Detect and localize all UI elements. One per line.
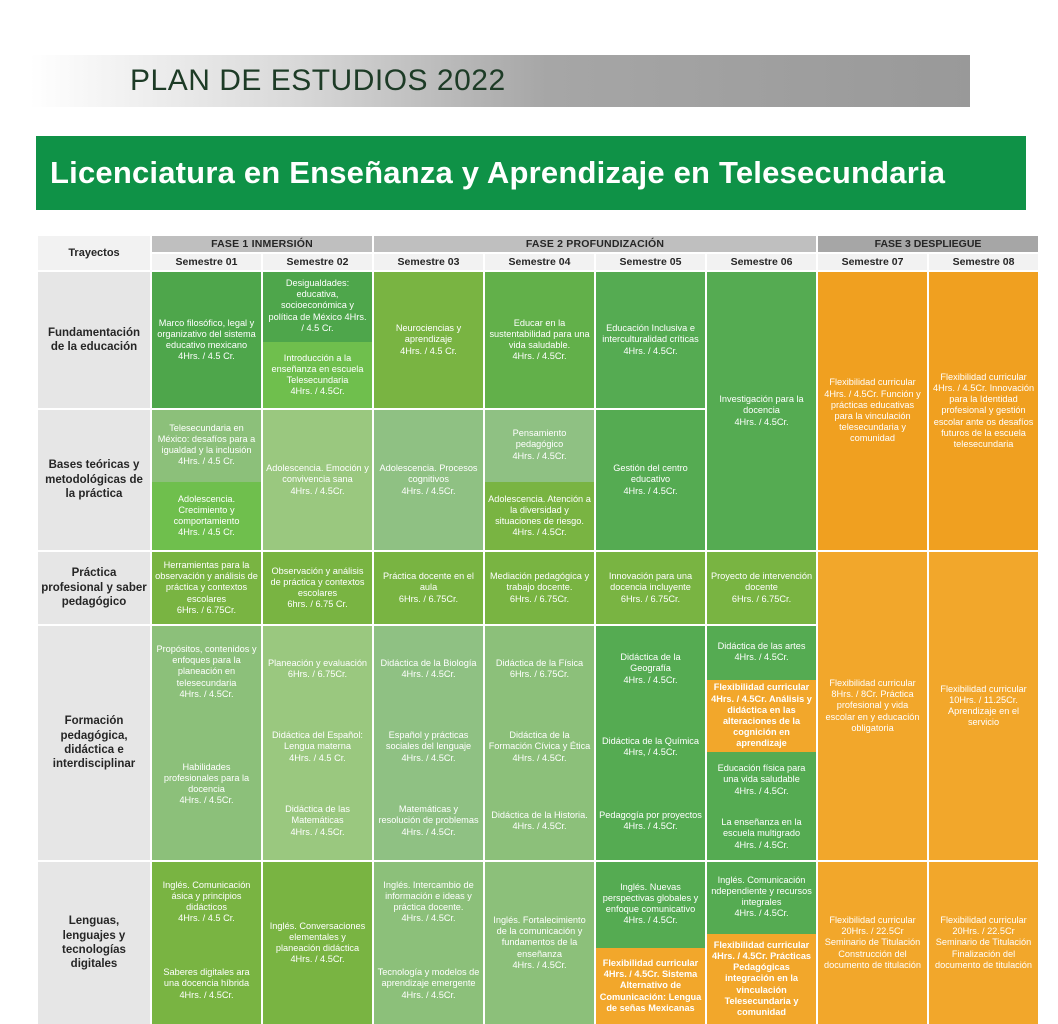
course-cell[interactable]: Introducción a la enseñanza en escuela Telesecundaria 4Hrs. / 4.5Cr. xyxy=(263,342,372,408)
semester-01-header: Semestre 01 xyxy=(152,254,261,270)
course-cell-group xyxy=(596,626,705,860)
course-cell-group xyxy=(374,862,483,1024)
semester-07-header: Semestre 07 xyxy=(818,254,927,270)
corner-label: Trayectos xyxy=(38,236,150,270)
course-cell[interactable]: Didáctica de la Física 6Hrs. / 6.75Cr. xyxy=(485,629,594,709)
course-cell[interactable]: Flexibilidad curricular 4Hrs. / 4.5Cr. Sistema Alternativo de Comunicación: Lengua de señas Mexicanas xyxy=(596,948,705,1024)
course-cell[interactable]: Observación y análisis de práctica y contextos escolares 6hrs. / 6.75 Cr. xyxy=(263,552,372,624)
course-cell[interactable]: Inglés. Comunicación ásica y principios didácticos 4Hrs. / 4.5 Cr. xyxy=(152,862,261,942)
course-cell-group xyxy=(152,410,261,550)
course-cell[interactable]: La enseñanza en la escuela multigrado 4Hrs. / 4.5Cr. xyxy=(707,808,816,860)
course-cell[interactable]: Pensamiento pedagógico 4Hrs. / 4.5Cr. xyxy=(485,410,594,480)
course-cell[interactable]: Matemáticas y resolución de problemas 4Hrs. / 4.5Cr. xyxy=(374,785,483,857)
phase-1-header: FASE 1 INMERSIÓN xyxy=(152,236,372,252)
course-cell-group xyxy=(485,626,594,860)
course-cell[interactable]: Educación Inclusiva e interculturalidad críticas 4Hrs. / 4.5Cr. xyxy=(596,272,705,408)
phase-2-header: FASE 2 PROFUNDIZACIÓN xyxy=(374,236,816,252)
row-label-fundamentacion: Fundamentación de la educación xyxy=(38,272,150,408)
semester-03-header: Semestre 03 xyxy=(374,254,483,270)
trayecto-row-practica-profesional xyxy=(38,552,1038,624)
course-cell[interactable]: Didáctica de la Química 4Hrs, / 4.5Cr. xyxy=(596,711,705,783)
course-cell[interactable]: Habilidades profesionales para la docencia 4Hrs. / 4.5Cr. xyxy=(152,714,261,854)
course-cell-group xyxy=(263,272,372,408)
course-cell-group xyxy=(152,862,261,1024)
course-cell-group xyxy=(152,626,261,860)
course-cell[interactable]: Investigación para la docencia 4Hrs. / 4.5Cr. xyxy=(707,272,816,550)
course-cell[interactable]: Marco filosófico, legal y organizativo del sistema educativo mexicano 4Hrs. / 4.5 Cr. xyxy=(152,272,261,408)
course-cell[interactable]: Inglés. Nuevas perspectivas globales y enfoque comunicativo 4Hrs. / 4.5Cr. xyxy=(596,862,705,946)
course-cell-group xyxy=(374,626,483,860)
course-cell[interactable]: Adolescencia. Atención a la diversidad y situaciones de riesgo. 4Hrs. / 4.5Cr. xyxy=(485,482,594,550)
semester-02-header: Semestre 02 xyxy=(263,254,372,270)
trayecto-row-fundamentacion xyxy=(38,272,1038,408)
course-cell[interactable]: Neurociencias y aprendizaje 4Hrs. / 4.5 Cr. xyxy=(374,272,483,408)
course-cell[interactable]: Tecnología y modelos de aprendizaje emergente 4Hrs. / 4.5Cr. xyxy=(374,944,483,1024)
semester-header-row xyxy=(38,254,1038,270)
course-cell[interactable]: Flexibilidad curricular 4Hrs. / 4.5Cr. Innovación para la Identidad profesional y gestión escolar ante os desafíos futuros de la escuela telesecundaria xyxy=(929,272,1038,550)
semester-04-header: Semestre 04 xyxy=(485,254,594,270)
course-cell-group xyxy=(707,862,816,1024)
course-cell[interactable]: Desigualdades: educativa, socioeconómica y política de México 4Hrs. / 4.5 Cr. xyxy=(263,272,372,340)
plan-title-banner xyxy=(30,55,970,107)
row-label-practica-profesional: Práctica profesional y saber pedagógico xyxy=(38,552,150,624)
course-cell[interactable]: Didáctica de la Biología 4Hrs. / 4.5Cr. xyxy=(374,629,483,709)
trayecto-row-lenguas xyxy=(38,862,1038,1024)
course-cell[interactable]: Mediación pedagógica y trabajo docente. 6Hrs. / 6.75Cr. xyxy=(485,552,594,624)
course-cell[interactable]: Adolescencia. Crecimiento y comportamiento 4Hrs. / 4.5 Cr. xyxy=(152,482,261,550)
course-cell[interactable]: Didáctica de las artes 4Hrs. / 4.5Cr. xyxy=(707,626,816,678)
course-cell[interactable]: Gestión del centro educativo 4Hrs. / 4.5Cr. xyxy=(596,410,705,550)
course-cell[interactable]: Saberes digitales ara una docencia híbrida 4Hrs. / 4.5Cr. xyxy=(152,944,261,1024)
course-cell[interactable]: Flexibilidad curricular 20Hrs. / 22.5Cr Seminario de Titulación Construcción del documento de titulación xyxy=(818,862,927,1024)
course-cell[interactable]: Didáctica de la Historia. 4Hrs. / 4.5Cr. xyxy=(485,785,594,857)
course-cell[interactable]: Pedagogía por proyectos 4Hrs. / 4.5Cr. xyxy=(596,785,705,857)
course-cell[interactable]: Proyecto de intervención docente 6Hrs. / 6.75Cr. xyxy=(707,552,816,624)
course-cell[interactable]: Práctica docente en el aula 6Hrs. / 6.75Cr. xyxy=(374,552,483,624)
course-cell[interactable]: Herramientas para la observación y análisis de práctica y contextos escolares 6Hrs. / 6.75Cr. xyxy=(152,552,261,624)
course-cell[interactable]: Inglés. Comunicación ndependiente y recursos integrales 4Hrs. / 4.5Cr. xyxy=(707,862,816,932)
course-cell[interactable]: Adolescencia. Emoción y convivencia sana 4Hrs. / 4.5Cr. xyxy=(263,410,372,550)
course-cell[interactable]: Planeación y evaluación 6Hrs. / 6.75Cr. xyxy=(263,629,372,709)
course-cell[interactable]: Educar en la sustentabilidad para una vida saludable. 4Hrs. / 4.5Cr. xyxy=(485,272,594,408)
course-cell[interactable]: Didáctica de la Geografía 4Hrs. / 4.5Cr. xyxy=(596,629,705,709)
row-label-formacion-pedagogica: Formación pedagógica, didáctica e interdisciplinar xyxy=(38,626,150,860)
course-cell-group xyxy=(263,626,372,860)
course-cell[interactable]: Educación física para una vida saludable 4Hrs. / 4.5Cr. xyxy=(707,754,816,806)
course-cell[interactable]: Telesecundaria en México: desafíos para a igualdad y la inclusión 4Hrs. / 4.5 Cr. xyxy=(152,410,261,480)
course-cell[interactable]: Didáctica del Español: Lengua materna 4Hrs. / 4.5 Cr. xyxy=(263,711,372,783)
course-cell[interactable]: Flexibilidad curricular 4Hrs. / 4.5Cr. Prácticas Pedagógicas integración en la vinculación Telesecundaria y comunidad xyxy=(707,934,816,1024)
course-cell-group xyxy=(707,626,816,860)
course-cell[interactable]: Innovación para una docencia incluyente 6Hrs. / 6.75Cr. xyxy=(596,552,705,624)
phase-header-row xyxy=(38,236,1038,252)
course-cell[interactable]: Inglés. Fortalecimiento de la comunicación y fundamentos de la enseñanza 4Hrs. / 4.5Cr. xyxy=(485,862,594,1024)
program-title: Licenciatura en Enseñanza y Aprendizaje en Telesecundaria xyxy=(50,155,946,190)
plan-title: PLAN DE ESTUDIOS 2022 xyxy=(130,64,506,97)
semester-05-header: Semestre 05 xyxy=(596,254,705,270)
course-cell[interactable]: Flexibilidad curricular 10Hrs. / 11.25Cr. Aprendizaje en el servicio xyxy=(929,552,1038,860)
semester-08-header: Semestre 08 xyxy=(929,254,1038,270)
phase-3-header: FASE 3 DESPLIEGUE xyxy=(818,236,1038,252)
semester-06-header: Semestre 06 xyxy=(707,254,816,270)
course-cell-group xyxy=(485,410,594,550)
course-cell[interactable]: Español y prácticas sociales del lenguaje 4Hrs. / 4.5Cr. xyxy=(374,711,483,783)
course-cell-group xyxy=(596,862,705,1024)
curriculum-table xyxy=(36,234,1040,1024)
course-cell[interactable]: Didáctica de las Matemáticas 4Hrs. / 4.5Cr. xyxy=(263,785,372,857)
course-cell[interactable]: Propósitos, contenidos y enfoques para la planeación en telesecundaria 4Hrs. / 4.5Cr. xyxy=(152,632,261,712)
course-cell[interactable]: Flexibilidad curricular 8Hrs. / 8Cr. Práctica profesional y vida escolar en y educación obligatoria xyxy=(818,552,927,860)
program-title-banner xyxy=(36,136,1026,210)
row-label-lenguas: Lenguas, lenguajes y tecnologías digitales xyxy=(38,862,150,1024)
course-cell[interactable]: Flexibilidad curricular 4Hrs. / 4.5Cr. Análisis y didáctica en las alteraciones de la cognición en aprendizaje xyxy=(707,680,816,752)
course-cell[interactable]: Flexibilidad curricular 4Hrs. / 4.5Cr. Función y prácticas educativas para la vinculación telesecundaria y comunidad xyxy=(818,272,927,550)
course-cell[interactable]: Didáctica de la Formación Cívica y Ética 4Hrs. / 4.5Cr. xyxy=(485,711,594,783)
course-cell[interactable]: Inglés. Intercambio de información e ideas y práctica docente. 4Hrs. / 4.5Cr. xyxy=(374,862,483,942)
course-cell[interactable]: Inglés. Conversaciones elementales y planeación didáctica 4Hrs. / 4.5Cr. xyxy=(263,862,372,1024)
course-cell[interactable]: Adolescencia. Procesos cognitivos 4Hrs. / 4.5Cr. xyxy=(374,410,483,550)
row-label-bases-teoricas: Bases teóricas y metodológicas de la práctica xyxy=(38,410,150,550)
curriculum-grid xyxy=(36,234,1035,1024)
course-cell[interactable]: Flexibilidad curricular 20Hrs. / 22.5Cr Seminario de Titulación Finalización del documento de titulación xyxy=(929,862,1038,1024)
